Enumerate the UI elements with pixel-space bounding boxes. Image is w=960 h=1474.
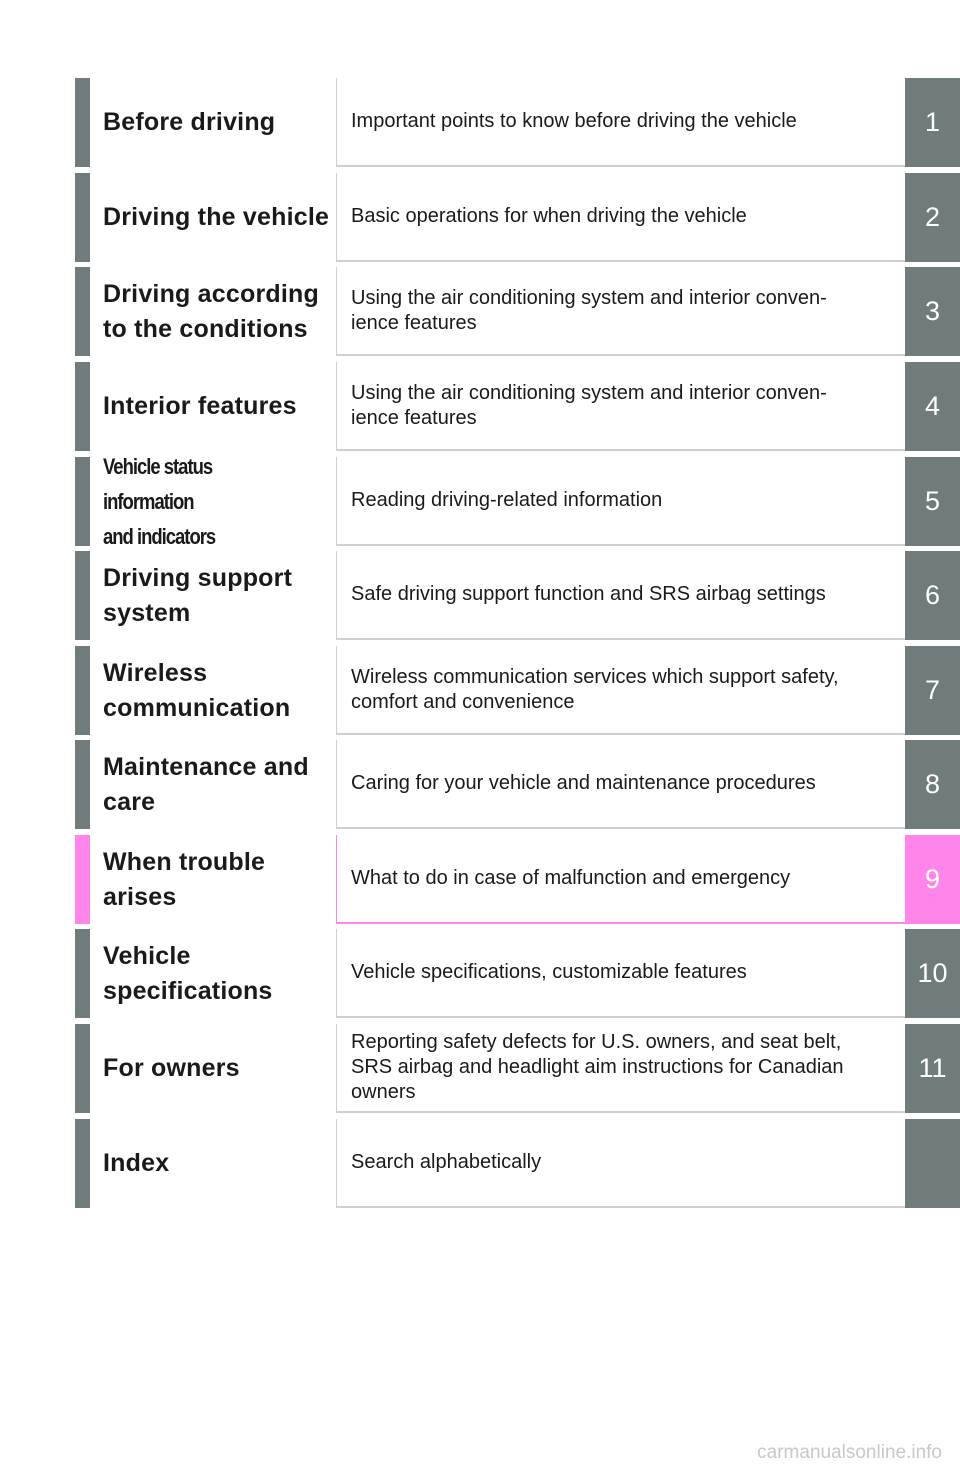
chapter-tab[interactable]: 4: [905, 362, 960, 451]
section-title: For owners: [103, 1054, 240, 1082]
section-bar: [75, 835, 90, 924]
section-description: Reading driving-related information: [351, 489, 663, 511]
section-description-cell: [336, 646, 905, 735]
section-title-cell: [90, 267, 336, 356]
chapter-tab[interactable]: 8: [905, 740, 960, 829]
section-description-cell: [336, 1119, 905, 1208]
toc-row-vehicle-status-information[interactable]: [75, 454, 960, 549]
section-bar: [75, 362, 90, 451]
chapter-tab[interactable]: 1: [905, 78, 960, 167]
section-description-cell: [336, 551, 905, 640]
section-title: Wireless communication: [103, 658, 291, 722]
section-title-cell: [90, 78, 336, 167]
toc-row-when-trouble-arises[interactable]: [75, 835, 960, 924]
section-description-cell: [336, 457, 905, 546]
section-bar: [75, 1024, 90, 1113]
section-bar: [75, 78, 90, 167]
section-description-cell: [336, 1024, 905, 1113]
section-bar: [75, 551, 90, 640]
chapter-tab[interactable]: 2: [905, 173, 960, 262]
section-title-cell: [90, 1119, 336, 1208]
section-description-cell: [336, 173, 905, 262]
section-description: What to do in case of malfunction and emergency: [351, 867, 791, 889]
section-title-cell: [90, 929, 336, 1018]
section-description-cell: [336, 740, 905, 829]
section-title: Before driving: [103, 108, 276, 136]
watermark-text: carmanualsonline.info: [757, 1442, 942, 1463]
section-title-cell: [90, 740, 336, 829]
section-description: Wireless communication services which support safety, comfort and convenience: [351, 665, 839, 713]
section-description: Search alphabetically: [351, 1151, 542, 1173]
toc-row-vehicle-specifications[interactable]: [75, 929, 960, 1018]
toc-row-wireless-communication[interactable]: [75, 646, 960, 735]
section-description: Important points to know before driving the vehicle: [351, 110, 797, 132]
section-title: Driving the vehicle: [103, 203, 330, 231]
chapter-tab[interactable]: 9: [905, 835, 960, 924]
section-title-cell: [90, 362, 336, 451]
section-description: Reporting safety defects for U.S. owners, and seat belt, SRS airbag and headlight aim instructions for Canadian owners: [351, 1031, 844, 1103]
section-bar: [75, 929, 90, 1018]
section-bar: [75, 267, 90, 356]
toc-row-index[interactable]: [75, 1119, 960, 1208]
section-title-cell: [90, 551, 336, 640]
section-description: Basic operations for when driving the vehicle: [351, 205, 747, 227]
section-title: When trouble arises: [103, 847, 266, 911]
section-title: Driving according to the conditions: [103, 279, 319, 343]
toc-row-driving-according-to-conditions[interactable]: [75, 267, 960, 356]
chapter-tab[interactable]: 3: [905, 267, 960, 356]
section-bar: [75, 173, 90, 262]
section-bar: [75, 646, 90, 735]
section-description-cell: [336, 362, 905, 451]
toc-row-before-driving[interactable]: [75, 78, 960, 167]
section-title-cell: [90, 646, 336, 735]
chapter-tab[interactable]: 10: [905, 929, 960, 1018]
toc-row-interior-features[interactable]: [75, 362, 960, 451]
section-description: Safe driving support function and SRS airbag settings: [351, 583, 826, 605]
section-description: Using the air conditioning system and interior conven- ience features: [351, 286, 827, 334]
chapter-tab[interactable]: 11: [905, 1024, 960, 1113]
chapter-tab[interactable]: [905, 1119, 960, 1208]
toc-row-driving-support-system[interactable]: [75, 551, 960, 640]
section-bar: [75, 740, 90, 829]
section-title: Driving support system: [103, 563, 293, 627]
section-title-cell: [90, 1024, 336, 1113]
section-title-cell: [90, 835, 336, 924]
section-description-cell: [336, 835, 905, 924]
section-title: Interior features: [103, 392, 297, 420]
toc-row-driving-the-vehicle[interactable]: [75, 173, 960, 262]
section-title-cell: [90, 173, 336, 262]
toc-row-for-owners[interactable]: [75, 1024, 960, 1113]
section-description-cell: [336, 78, 905, 167]
section-title-cell: [90, 454, 336, 549]
section-title: Vehicle status information and indicators: [103, 454, 216, 549]
section-description: Caring for your vehicle and maintenance procedures: [351, 772, 816, 794]
chapter-tab[interactable]: 5: [905, 457, 960, 546]
section-description: Using the air conditioning system and interior conven- ience features: [351, 381, 827, 429]
section-bar: [75, 1119, 90, 1208]
section-title: Index: [103, 1149, 170, 1177]
chapter-tab[interactable]: 6: [905, 551, 960, 640]
section-description: Vehicle specifications, customizable features: [351, 961, 747, 983]
section-bar: [75, 457, 90, 546]
section-title: Maintenance and care: [103, 752, 309, 816]
section-description-cell: [336, 267, 905, 356]
section-title: Vehicle specifications: [103, 941, 273, 1005]
chapter-tab[interactable]: 7: [905, 646, 960, 735]
section-description-cell: [336, 929, 905, 1018]
toc-row-maintenance-and-care[interactable]: [75, 740, 960, 829]
